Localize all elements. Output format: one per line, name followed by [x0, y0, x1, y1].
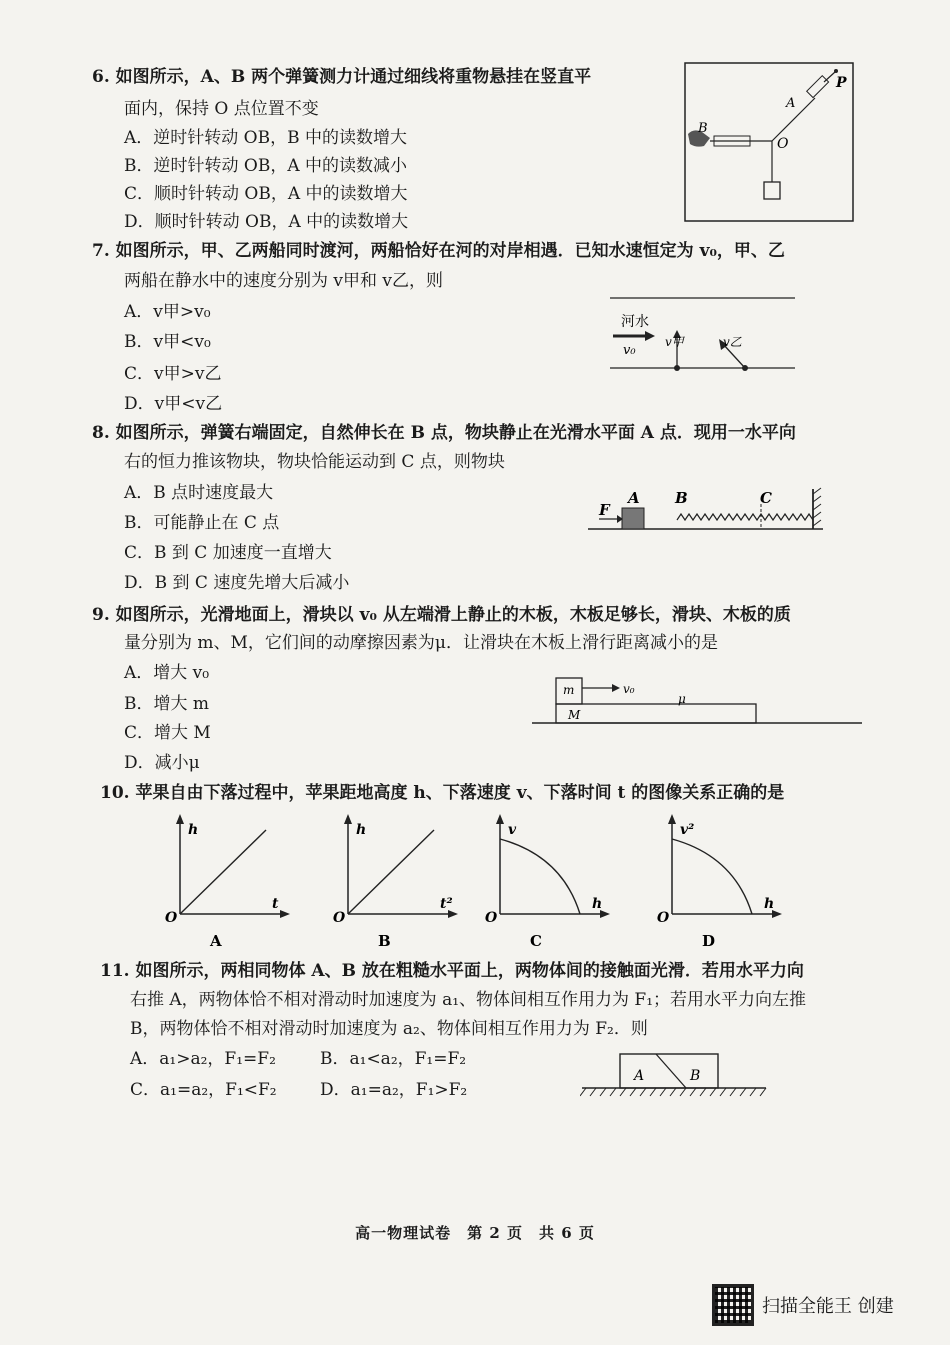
q8-stem-line2: 右的恒力推该物块，物块恰能运动到 C 点，则物块	[124, 452, 505, 472]
y-axis-label: v	[508, 822, 517, 838]
q11-option-c: C．a₁=a₂，F₁<F₂	[130, 1080, 277, 1100]
origin-label: O	[485, 910, 498, 926]
q9-label-v0: v₀	[623, 682, 635, 696]
q11-stem-line3: B，两物体恰不相对滑动时加速度为 a₂、物体间相互作用力为 F₂．则	[130, 1019, 648, 1039]
q6-stem-line1: 6. 如图所示，A、B 两个弹簧测力计通过细线将重物悬挂在竖直平	[92, 67, 592, 87]
y-axis-label: h	[188, 822, 199, 838]
scanner-text: 扫描全能王 创建	[762, 1296, 894, 1317]
q11-option-b: B．a₁<a₂，F₁=F₂	[320, 1049, 467, 1069]
y-axis-arrow	[176, 814, 184, 824]
y-axis-arrow	[344, 814, 352, 824]
x-axis-label: h	[764, 896, 775, 912]
y-axis-label: v²	[680, 822, 695, 838]
q6-option-d: D．顺时针转动 OB，A 中的读数增大	[124, 212, 409, 232]
q6-frame	[685, 63, 853, 221]
q11-figure	[580, 1050, 770, 1102]
q8-option-d: D．B 到 C 速度先增大后减小	[124, 573, 350, 593]
q7-stem-line2: 两船在静水中的速度分别为 v甲和 v乙，则	[124, 271, 444, 291]
q10-graph-c	[480, 812, 610, 952]
q7-option-c: C．v甲>v乙	[124, 364, 222, 384]
page-footer: 高一物理试卷 第 2 页 共 6 页	[355, 1224, 595, 1242]
curve	[348, 830, 434, 914]
scanner-watermark	[712, 1284, 894, 1326]
q9-stem-line2: 量分别为 m、M，它们间的动摩擦因素为μ．让滑块在木板上滑行距离减小的是	[124, 633, 718, 653]
q6-option-a: A．逆时针转动 OB，B 中的读数增大	[124, 128, 408, 148]
q9-option-a: A．增大 v₀	[124, 663, 210, 683]
origin-label: O	[657, 910, 670, 926]
q9-option-b: B．增大 m	[124, 694, 210, 714]
q8-stem-line1: 8. 如图所示，弹簧右端固定，自然伸长在 B 点，物块静止在光滑水平面 A 点．现用一水平向	[92, 423, 796, 443]
q7-va-label: v甲	[665, 335, 684, 349]
q8-label-c: C	[760, 489, 772, 507]
q9-figure	[530, 670, 865, 730]
q6-label-p: P	[836, 75, 847, 91]
y-axis-arrow	[668, 814, 676, 824]
q10-stem: 10. 苹果自由下落过程中，苹果距地高度 h、下落速度 v、下落时间 t 的图像关系正确的是	[100, 783, 785, 803]
q10-graph-d	[652, 812, 782, 952]
q11-stem-line1: 11. 如图所示，两相同物体 A、B 放在粗糙水平面上，两物体间的接触面光滑．若用水平力向	[100, 961, 804, 981]
q8-option-a: A．B 点时速度最大	[124, 483, 274, 503]
q8-block	[622, 508, 644, 529]
q6-spring-a	[807, 76, 829, 98]
qr-code-icon	[712, 1284, 754, 1326]
q9-option-d: D．减小μ	[124, 753, 200, 773]
q11-contact-surface	[656, 1054, 686, 1088]
q6-stem-line2: 面内，保持 O 点位置不变	[124, 99, 319, 119]
q9-option-c: C．增大 M	[124, 723, 211, 743]
x-axis-arrow	[280, 910, 290, 918]
q6-label-b: B	[698, 121, 708, 136]
q9-stem-line1: 9. 如图所示，光滑地面上，滑块以 v₀ 从左端滑上静止的木板，木板足够长，滑块、木板的质	[92, 605, 791, 625]
q7-vb-label: v乙	[723, 335, 742, 349]
y-axis-arrow	[496, 814, 504, 824]
y-axis-label: h	[356, 822, 367, 838]
q6-option-b: B．逆时针转动 OB，A 中的读数减小	[124, 156, 408, 176]
q11-ground-hatch	[580, 1088, 766, 1096]
q8-label-a: A	[628, 489, 640, 507]
origin-label: O	[333, 910, 346, 926]
q9-velocity-arrow	[612, 684, 620, 692]
q10-graph-a	[160, 812, 290, 952]
q11-stem-line2: 右推 A，两物体恰不相对滑动时加速度为 a₁、物体间相互作用力为 F₁；若用水平力向左推	[130, 990, 807, 1010]
q7-option-a: A．v甲>v₀	[124, 302, 211, 322]
q11-label-a: A	[634, 1068, 645, 1084]
graph-option-label: B	[378, 932, 391, 950]
q9-label-M: M	[568, 708, 581, 722]
q8-label-b: B	[675, 489, 688, 507]
origin-label: O	[165, 910, 178, 926]
q7-v0-label: v₀	[623, 343, 636, 358]
x-axis-label: t	[272, 896, 279, 912]
q6-option-c: C．顺时针转动 OB，A 中的读数增大	[124, 184, 408, 204]
curve	[672, 839, 752, 914]
graph-option-label: D	[702, 932, 716, 950]
q8-option-c: C．B 到 C 加速度一直增大	[124, 543, 332, 563]
curve	[180, 830, 266, 914]
q7-figure	[605, 288, 800, 388]
q11-label-b: B	[690, 1068, 701, 1084]
q7-water-arrow	[645, 331, 655, 341]
x-axis-label: h	[592, 896, 603, 912]
q6-label-a: A	[786, 96, 796, 111]
q9-board	[556, 704, 756, 723]
q10-graph-b	[328, 812, 458, 952]
graph-option-label: A	[210, 932, 222, 950]
q7-option-b: B．v甲<v₀	[124, 332, 211, 352]
q11-option-a: A．a₁>a₂，F₁=F₂	[130, 1049, 276, 1069]
graph-option-label: C	[530, 932, 542, 950]
q7-river-label: 河水	[621, 314, 649, 330]
q6-weight	[764, 182, 780, 199]
q6-figure	[660, 60, 860, 225]
q8-figure	[585, 484, 830, 534]
q9-label-m: m	[563, 683, 575, 697]
q9-label-mu: μ	[678, 692, 686, 706]
q7-stem-line1: 7. 如图所示，甲、乙两船同时渡河，两船恰好在河的对岸相遇．已知水速恒定为 v₀，甲、乙	[92, 241, 785, 261]
q8-spring	[677, 514, 813, 520]
q8-option-b: B．可能静止在 C 点	[124, 513, 280, 533]
x-axis-label: t²	[440, 896, 453, 912]
curve	[500, 839, 580, 914]
q7-option-d: D．v甲<v乙	[124, 394, 223, 414]
q6-label-o: O	[777, 136, 789, 152]
q8-label-f: F	[599, 501, 610, 519]
q11-option-d: D．a₁=a₂，F₁>F₂	[320, 1080, 468, 1100]
